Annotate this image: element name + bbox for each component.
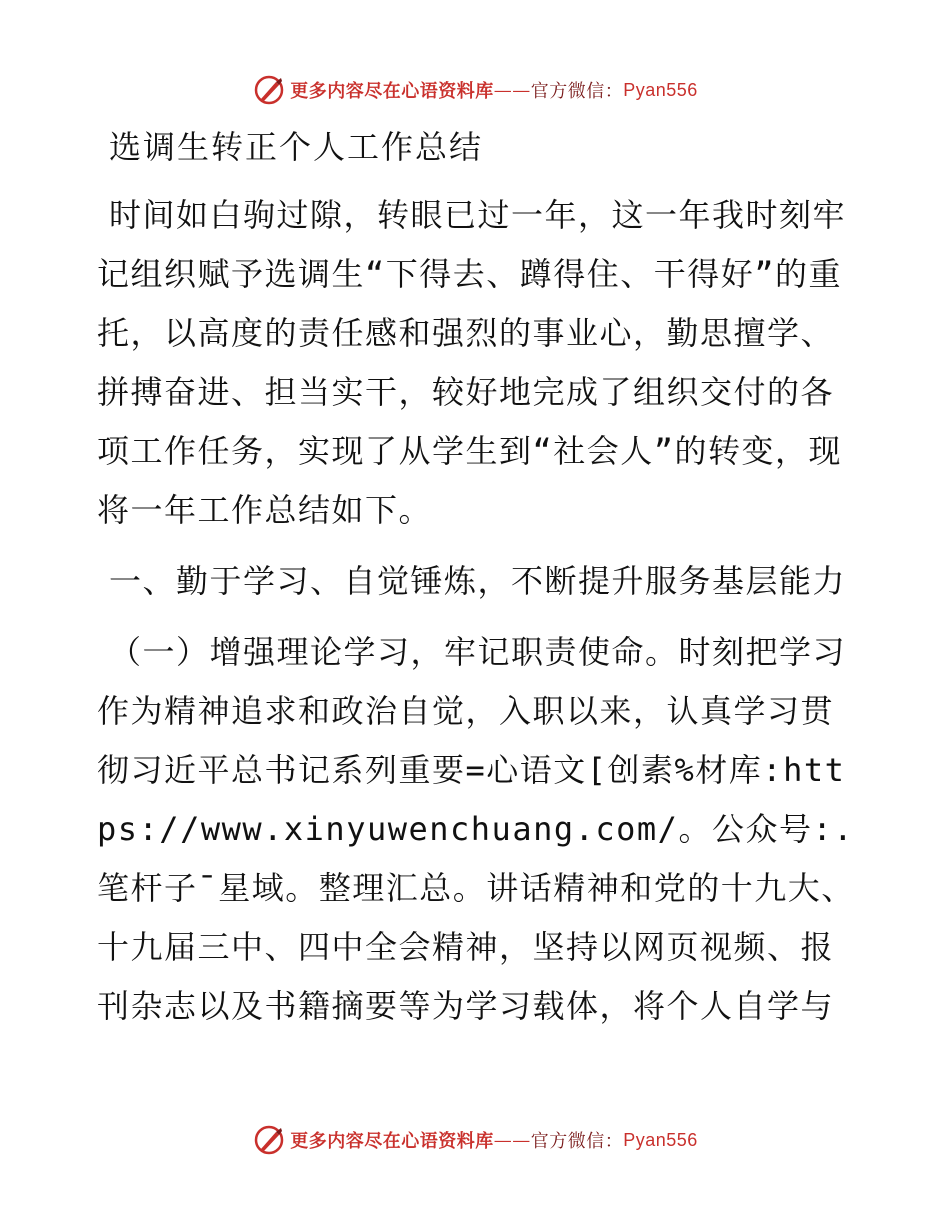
banner-text: 更多内容尽在心语资料库 <box>290 1131 494 1152</box>
banner-wechat-label: 官方微信： <box>530 1131 624 1152</box>
banner-wechat-label: 官方微信： <box>530 81 624 102</box>
footer-watermark-banner <box>0 1120 950 1160</box>
banner-text: 更多内容尽在心语资料库 <box>290 81 494 102</box>
banner-dash: —— <box>493 79 531 101</box>
section-heading-1: 一、勤于学习、自觉锤炼，不断提升服务基层能力 <box>109 562 847 600</box>
banner-wechat-id: Pyan556 <box>623 1129 698 1150</box>
document-body <box>97 118 857 1048</box>
paragraph-theory-study: （一）增强理论学习，牢记职责使命。时刻把学习作为精神追求和政治自觉，入职以来，认真学习贯彻习近平总书记系列重要=心语文[创素%材库:https://www.xinyuwenchuang.com/。公众号:.笔杆子¯星域。整理汇总。讲话精神和党的十九大、十九届三中、四中全会精神，坚持以网页视频、报刊杂志以及书籍摘要等为学习载体，将个人自学与 <box>97 633 855 1025</box>
quill-logo-icon <box>252 73 286 107</box>
quill-logo-icon <box>252 1123 286 1157</box>
banner-dash: —— <box>493 1129 531 1151</box>
paragraph-intro: 时间如白驹过隙，转眼已过一年，这一年我时刻牢记组织赋予选调生“下得去、蹲得住、干得好”的重托，以高度的责任感和强烈的事业心，勤思擅学、拼搏奋进、担当实干，较好地完成了组织交付的各项工作任务，实现了从学生到“社会人”的转变，现将一年工作总结如下。 <box>97 196 847 529</box>
banner-wechat-id: Pyan556 <box>623 79 698 100</box>
header-watermark-banner <box>0 70 950 110</box>
document-title: 选调生转正个人工作总结 <box>109 128 484 166</box>
